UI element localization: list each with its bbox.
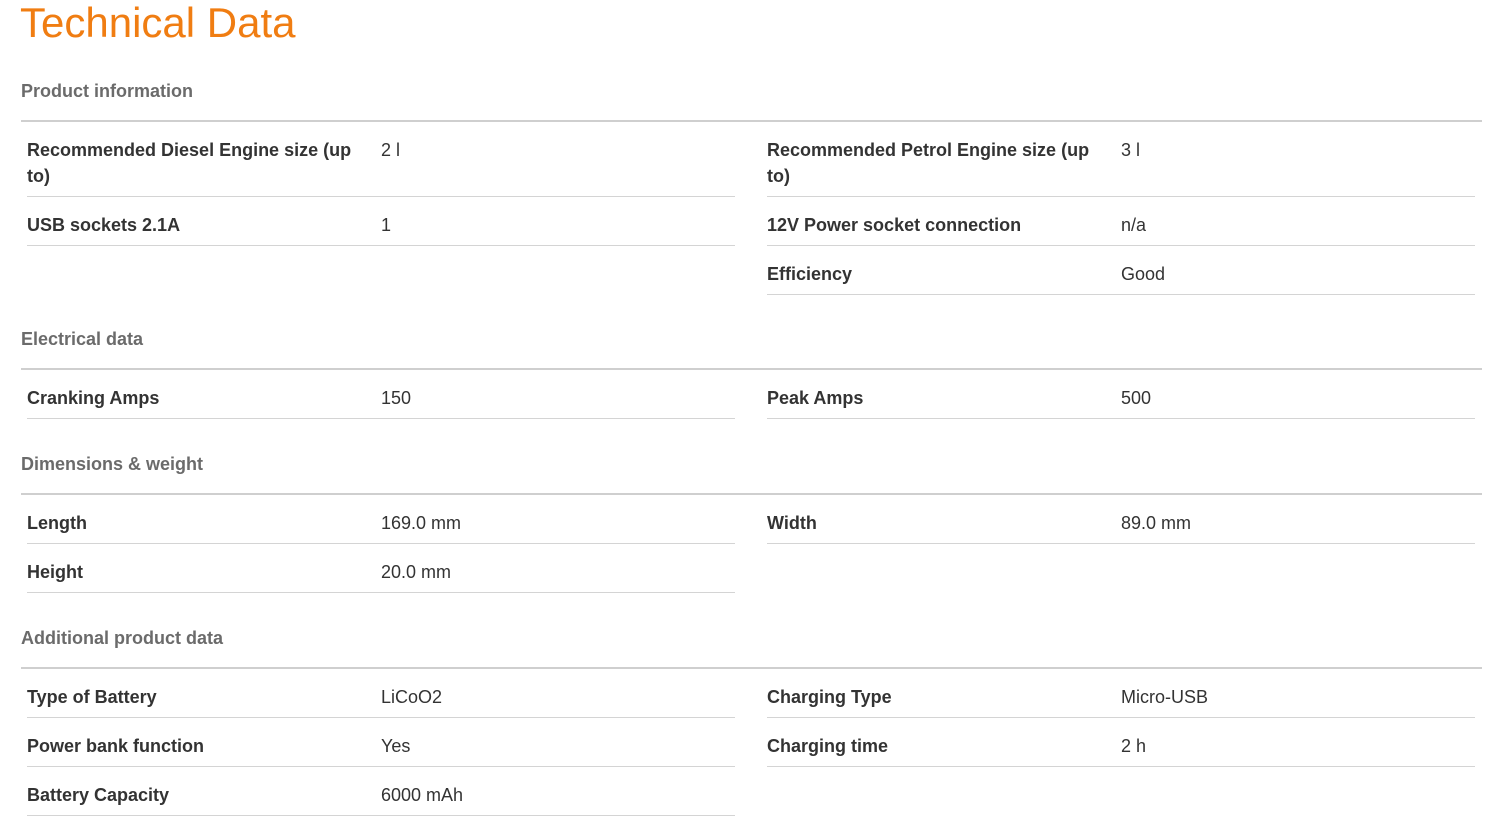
spec-label: Charging Type <box>767 687 892 707</box>
spec-row-peak-amps <box>767 370 1475 419</box>
spec-value: 6000 mAh <box>381 785 464 805</box>
section-title-additional-product-data: Additional product data <box>21 628 223 648</box>
spec-row-12v-power-socket <box>767 197 1475 246</box>
section-title-product-information: Product information <box>21 81 193 101</box>
spec-row-length <box>27 495 735 544</box>
spec-label: 12V Power socket connection <box>767 215 1022 235</box>
spec-row-diesel-engine-size <box>27 122 735 197</box>
spec-row-power-bank-function <box>27 718 735 767</box>
spec-value: 89.0 mm <box>1121 513 1192 533</box>
spec-label: Cranking Amps <box>27 388 160 408</box>
spec-label: Recommended Petrol Engine size (up to) <box>767 140 1090 186</box>
page-title: Technical Data <box>20 0 296 46</box>
spec-label: Efficiency <box>767 264 853 284</box>
spec-row-height <box>27 544 735 593</box>
spec-label: Charging time <box>767 736 889 756</box>
spec-label: Length <box>27 513 87 533</box>
spec-label: Battery Capacity <box>27 785 170 805</box>
spec-label: Type of Battery <box>27 687 157 707</box>
spec-label: Peak Amps <box>767 388 864 408</box>
spec-row-type-of-battery <box>27 669 735 718</box>
spec-value: 1 <box>381 215 392 235</box>
spec-value: 3 l <box>1121 140 1141 160</box>
spec-row-cranking-amps <box>27 370 735 419</box>
spec-label: USB sockets 2.1A <box>27 215 181 235</box>
section-title-electrical-data: Electrical data <box>21 329 144 349</box>
spec-row-width <box>767 495 1475 544</box>
spec-value: Good <box>1121 264 1166 284</box>
spec-row-charging-time <box>767 718 1475 767</box>
spec-value: Yes <box>381 736 411 756</box>
spec-row-efficiency <box>767 246 1475 295</box>
spec-value: Micro-USB <box>1121 687 1209 707</box>
spec-value: 20.0 mm <box>381 562 452 582</box>
spec-row-petrol-engine-size <box>767 122 1475 197</box>
spec-value: 169.0 mm <box>381 513 462 533</box>
spec-label: Width <box>767 513 817 533</box>
spec-value: 2 l <box>381 140 401 160</box>
spec-value: 2 h <box>1121 736 1147 756</box>
section-title-dimensions-weight: Dimensions & weight <box>21 454 204 474</box>
spec-value: 500 <box>1121 388 1152 408</box>
spec-label: Power bank function <box>27 736 205 756</box>
spec-value: LiCoO2 <box>381 687 443 707</box>
spec-row-battery-capacity <box>27 767 735 816</box>
spec-value: 150 <box>381 388 412 408</box>
spec-label: Recommended Diesel Engine size (up to) <box>27 140 352 186</box>
spec-label: Height <box>27 562 83 582</box>
spec-row-charging-type <box>767 669 1475 718</box>
spec-value: n/a <box>1121 215 1147 235</box>
spec-row-usb-sockets <box>27 197 735 246</box>
